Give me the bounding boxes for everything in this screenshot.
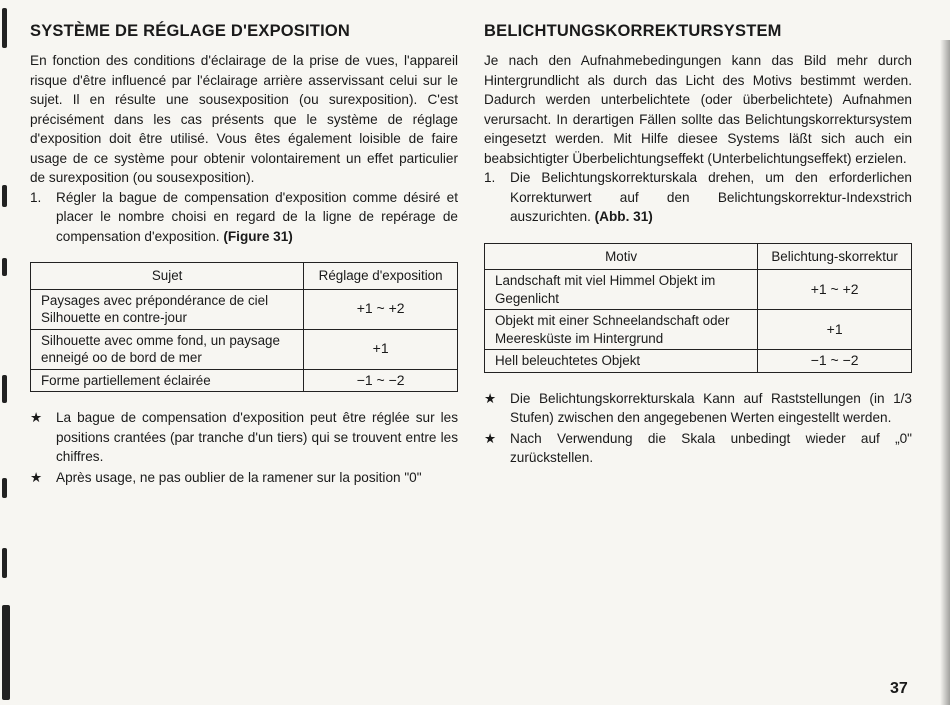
table-cell-value: +1 ~ +2 — [304, 289, 458, 329]
table-cell-subject: Silhouette avec omme fond, un paysage enneigé oo de bord de mer — [31, 329, 304, 369]
step-text — [56, 188, 458, 247]
step-number: 1. — [30, 189, 42, 205]
note-text: La bague de compensation d'exposition peut être réglée sur les positions crantées (par tranche d'un tiers) qui se trouvent entre les chiffres. — [56, 410, 458, 464]
page-right-shadow — [940, 40, 950, 705]
german-note-1 — [484, 389, 912, 428]
table-row — [31, 289, 458, 329]
table-row — [31, 329, 458, 369]
table-cell-value: +1 — [304, 329, 458, 369]
page-number: 37 — [890, 680, 908, 697]
table-cell-value: −1 ~ −2 — [304, 369, 458, 392]
table-header-row — [31, 263, 458, 290]
column-header-setting: Réglage d'exposition — [304, 263, 458, 290]
table-cell-value: +1 — [758, 310, 912, 350]
star-icon: ★ — [30, 469, 43, 485]
figure-reference: (Abb. 31) — [594, 209, 653, 224]
step-text — [510, 168, 912, 227]
column-header-subject: Sujet — [31, 263, 304, 290]
french-intro: En fonction des conditions d'éclairage de la prise de vues, l'appareil risque d'être influencé par l'éclairage arrière asservissant celui sur le sujet. Il en résulte une sousexposition (ou surexposition). C'est précisément dans les cas présents que le système de réglage d'exposition doit être utilisé. Vous êtes également loisible de faire usage de ce système pour obtenir volontairement un effet particulier de surexposition (ou sousexposition). — [30, 53, 458, 185]
table-cell-value: +1 ~ +2 — [758, 270, 912, 310]
step-body: Die Belichtungskorrekturskala drehen, um den erforderlichen Korrekturwert auf den Belichtungskorrektur-Indexstrich auszurichten. — [510, 170, 912, 224]
table-row — [485, 310, 912, 350]
german-title: BELICHTUNGSKORREKTURSYSTEM — [484, 22, 782, 40]
table-cell-subject: Paysages avec prépondérance de ciel Silhouette en contre-jour — [31, 289, 304, 329]
table-header-row — [485, 243, 912, 270]
german-intro: Je nach den Aufnahmebedingungen kann das Bild mehr durch Hintergrundlicht als durch das Licht des Motivs bestimmt werden. Dadurch werden unterbelichtete (oder überbelichtete) Aufnahmen verursacht. In derartigen Fällen sollte das Belichtungskorrektursystem eingesetzt werden. Mit Hilfe diesee Systems läßt sich auch ein beabsichtigter Überbelichtungseffekt (Unterbelichtungseffekt) erzielen. — [484, 53, 912, 166]
star-icon: ★ — [30, 410, 43, 425]
german-column — [484, 22, 912, 468]
star-icon: ★ — [484, 430, 497, 446]
french-step-1 — [30, 188, 458, 247]
table-cell-subject: Hell beleuchtetes Objekt — [485, 350, 758, 373]
table-cell-subject: Objekt mit einer Schneelandschaft oder Meeresküste im Hintergrund — [485, 310, 758, 350]
star-icon: ★ — [484, 390, 497, 406]
french-note-2 — [30, 468, 458, 488]
table-row — [485, 350, 912, 373]
table-cell-subject: Forme partiellement éclairée — [31, 369, 304, 392]
note-text: Après usage, ne pas oublier de la ramener sur la position "0" — [56, 469, 422, 485]
table-row — [31, 369, 458, 392]
german-step-1 — [484, 168, 912, 227]
german-exposure-table — [484, 243, 912, 373]
table-row — [485, 270, 912, 310]
step-number: 1. — [484, 170, 496, 185]
step-body: Régler la bague de compensation d'exposition comme désiré et placer le nombre choisi en regard de la ligne de repérage de compensation d'exposition. — [56, 189, 458, 244]
figure-reference: (Figure 31) — [223, 228, 293, 244]
french-note-1 — [30, 408, 458, 467]
page-binding-edge — [0, 0, 10, 705]
column-header-subject: Motiv — [485, 243, 758, 270]
note-text: Die Belichtungskorrekturskala Kann auf Raststellungen (in 1/3 Stufen) zwischen den angegebenen Werten eingestellt werden. — [510, 390, 912, 425]
table-cell-subject: Landschaft mit viel Himmel Objekt im Gegenlicht — [485, 270, 758, 310]
french-exposure-table — [30, 262, 458, 392]
table-cell-value: −1 ~ −2 — [758, 350, 912, 373]
french-column — [30, 22, 458, 487]
french-title: SYSTÈME DE RÉGLAGE D'EXPOSITION — [30, 22, 351, 40]
column-header-setting: Belichtung-skorrektur — [758, 243, 912, 270]
note-text: Nach Verwendung die Skala unbedingt wieder auf „0" zurückstellen. — [510, 430, 912, 465]
german-note-2 — [484, 429, 912, 468]
